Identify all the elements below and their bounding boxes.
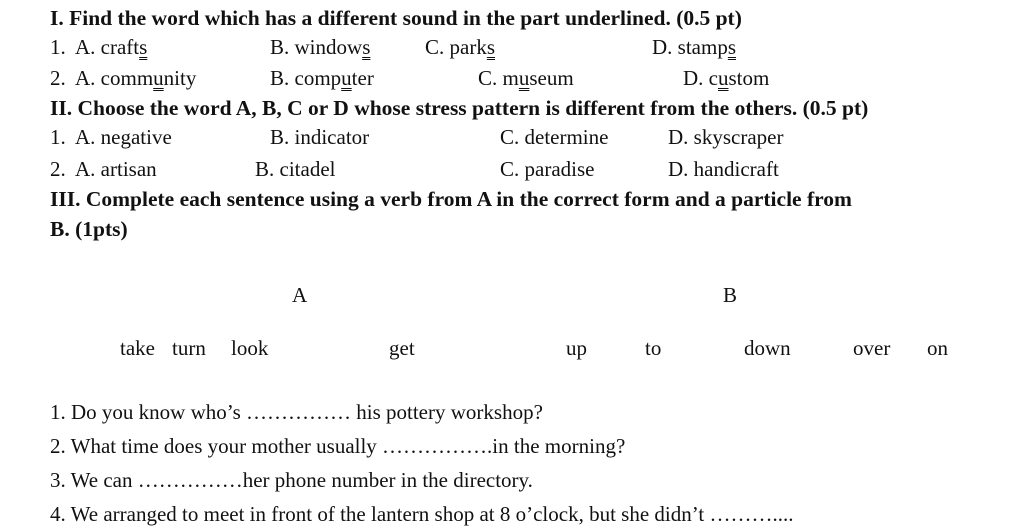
particle-word: over [853,336,891,360]
option-a: A. artisan [75,157,157,181]
question-number: 2. [50,66,66,90]
particle-word: to [645,336,662,360]
option-b: B. windows [270,35,371,59]
column-a-label: A [292,283,308,307]
section-2-question-2 [0,154,1024,184]
option-c: C. museum [478,66,574,90]
option-b: B. indicator [270,125,370,149]
section-2-heading: II. Choose the word A, B, C or D whose stress pattern is different from the others. (0.5 pt) [50,96,869,120]
verb-word: turn [172,336,206,360]
verb-word: look [231,336,269,360]
option-b: B. computer [270,66,374,90]
column-b-label: B [723,283,738,307]
particle-word: down [744,336,791,360]
question-number: 2. [50,157,66,181]
section-1-question-1 [0,32,1024,62]
option-a: A. crafts [75,35,148,59]
particle-word: up [566,336,587,360]
option-d: D. stamps [652,35,737,59]
exercise-sentence-4: 4. We arranged to meet in front of the lantern shop at 8 o’clock, but she didn’t ……….... [50,502,794,526]
option-b: B. citadel [255,157,336,181]
option-c: C. paradise [500,157,595,181]
particle-word: on [927,336,948,360]
section-3-heading-continued: B. (1pts) [50,217,128,241]
section-2-question-1 [0,122,1024,152]
option-a: A. community [75,66,197,90]
column-headers [0,280,1024,310]
question-number: 1. [50,125,66,149]
option-d: D. custom [683,66,770,90]
exercise-sentence-3: 3. We can ……………her phone number in the directory. [50,468,533,492]
word-bank [0,333,1024,363]
option-a: A. negative [75,125,172,149]
section-3-heading: III. Complete each sentence using a verb from A in the correct form and a particle from [50,187,852,211]
question-number: 1. [50,35,66,59]
verb-word: get [389,336,415,360]
option-c: C. determine [500,125,609,149]
section-1-heading: I. Find the word which has a different sound in the part underlined. (0.5 pt) [50,6,742,30]
option-d: D. skyscraper [668,125,784,149]
option-c: C. parks [425,35,496,59]
section-1-question-2 [0,63,1024,93]
exercise-sentence-2: 2. What time does your mother usually …………….in the morning? [50,434,626,458]
option-d: D. handicraft [668,157,779,181]
exercise-sentence-1: 1. Do you know who’s …………… his pottery workshop? [50,400,543,424]
verb-word: take [120,336,155,360]
